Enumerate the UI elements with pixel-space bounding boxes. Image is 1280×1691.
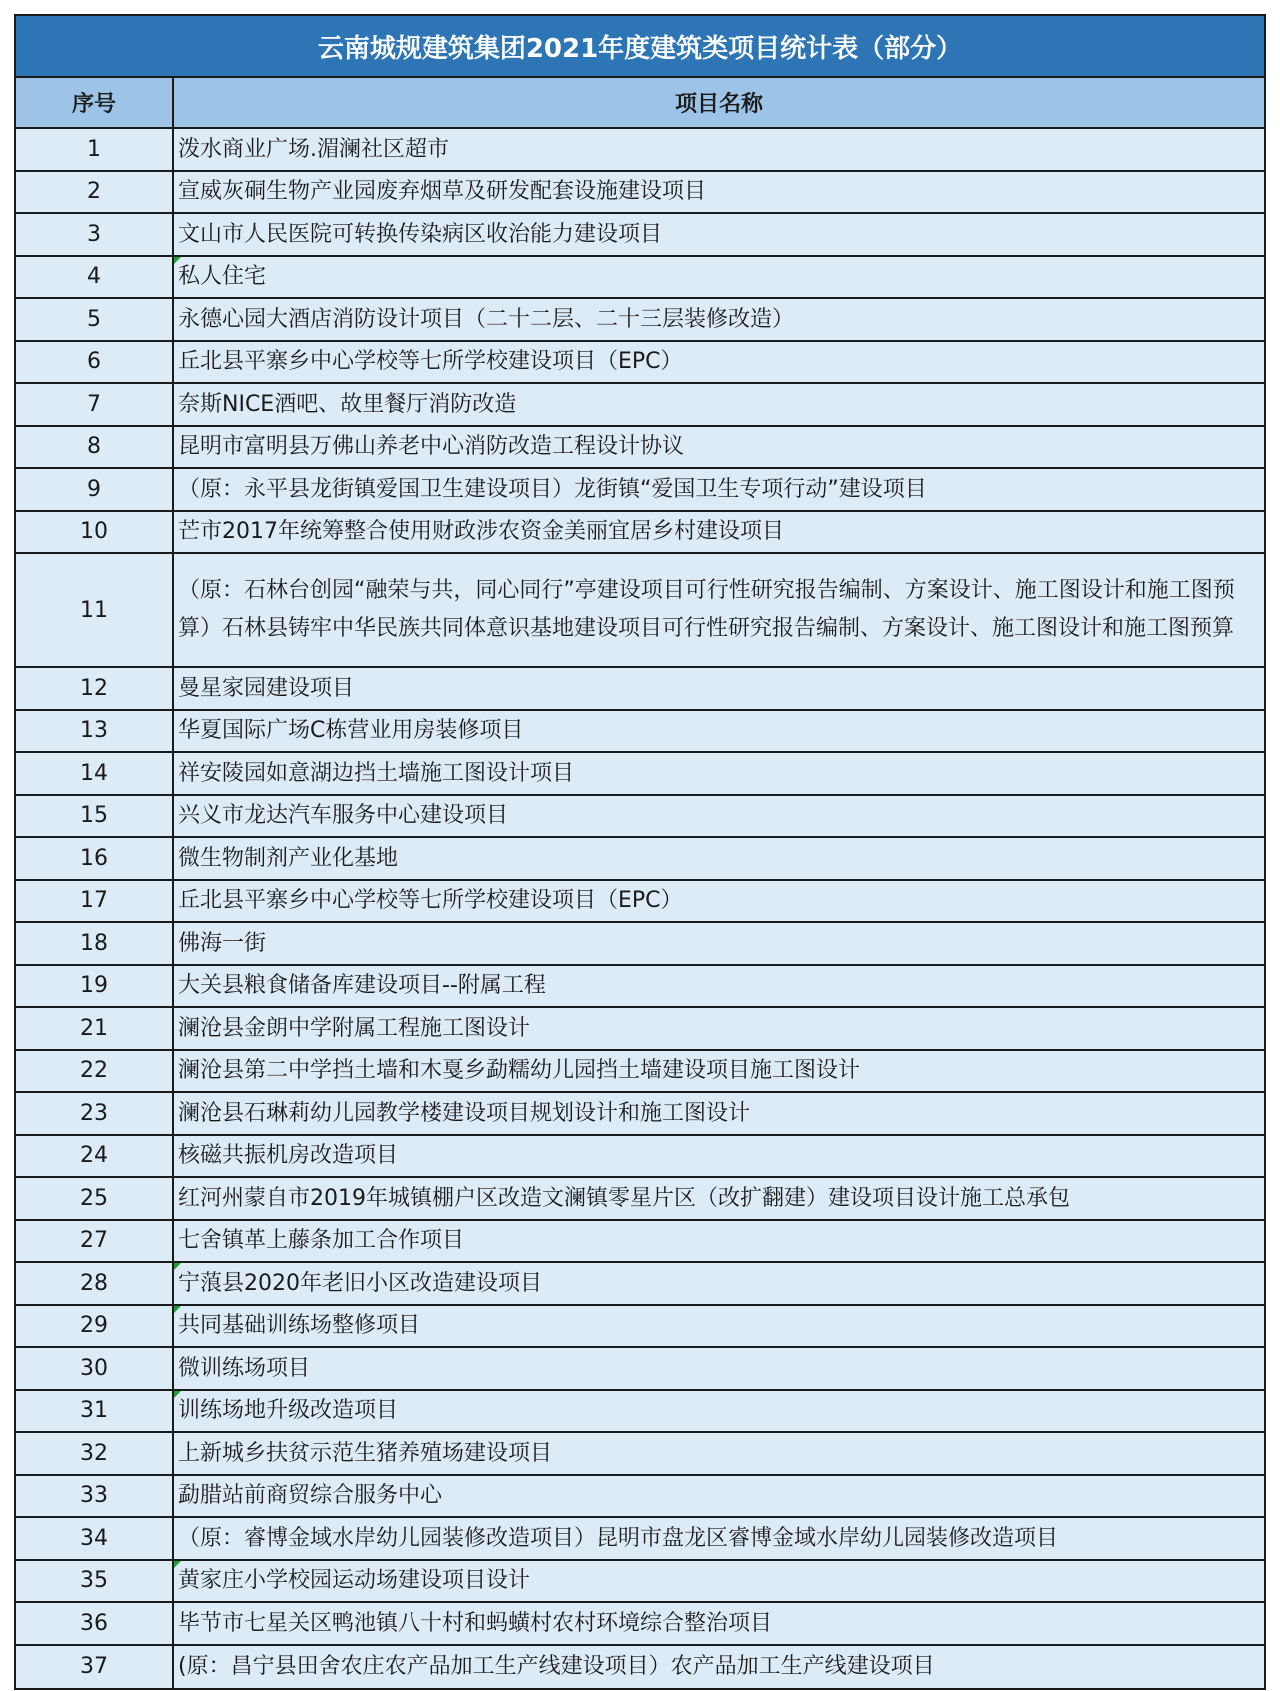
table-row	[16, 1178, 1264, 1221]
row-project-name-text: 共同基础训练场整修项目	[178, 1313, 421, 1339]
row-project-name-text: 核磁共振机房改造项目	[178, 1143, 399, 1169]
row-project-name-text: 奈斯NICE酒吧、故里餐厅消防改造	[178, 391, 517, 417]
table-row	[16, 1518, 1264, 1561]
row-index: 31	[16, 1391, 174, 1432]
row-index: 9	[16, 469, 174, 510]
table-row	[16, 384, 1264, 427]
table-row	[16, 1008, 1264, 1051]
table-row	[16, 342, 1264, 385]
row-project-name-text: 佛海一街	[178, 930, 267, 956]
row-index: 22	[16, 1051, 174, 1092]
row-index: 14	[16, 753, 174, 794]
row-project-name-text: 丘北县平寨乡中心学校等七所学校建设项目（EPC）	[178, 888, 683, 914]
row-project-name	[174, 1391, 1264, 1432]
row-project-name	[174, 1348, 1264, 1389]
row-index: 5	[16, 299, 174, 340]
row-index: 33	[16, 1476, 174, 1517]
row-index: 2	[16, 172, 174, 213]
row-project-name-text: 毕节市七星关区鸭池镇八十村和蚂蟥村农村环境综合整治项目	[178, 1610, 773, 1636]
row-project-name	[174, 1603, 1264, 1644]
row-project-name-text: 曼星家园建设项目	[178, 675, 355, 701]
row-project-name	[174, 427, 1264, 468]
row-project-name	[174, 129, 1264, 170]
table-row	[16, 796, 1264, 839]
row-project-name-text: 永德心园大酒店消防设计项目（二十二层、二十三层装修改造）	[178, 306, 795, 332]
table-row	[16, 711, 1264, 754]
row-project-name-text: 黄家庄小学校园运动场建设项目设计	[178, 1568, 531, 1594]
row-index: 10	[16, 512, 174, 553]
row-project-name-text: （原：睿博金域水岸幼儿园装修改造项目）昆明市盘龙区睿博金域水岸幼儿园装修改造项目	[178, 1525, 1059, 1551]
table-row	[16, 966, 1264, 1009]
row-project-name-text: 训练场地升级改造项目	[178, 1398, 399, 1424]
cell-comment-flag-icon	[174, 1561, 181, 1568]
table-row	[16, 668, 1264, 711]
row-project-name	[174, 299, 1264, 340]
row-project-name	[174, 554, 1264, 666]
row-project-name	[174, 1221, 1264, 1262]
row-index: 23	[16, 1093, 174, 1134]
cell-comment-flag-icon	[174, 1391, 181, 1398]
row-index: 28	[16, 1263, 174, 1304]
row-project-name-text: 芒市2017年统筹整合使用财政涉农资金美丽宜居乡村建设项目	[178, 519, 784, 545]
row-project-name-text: (原：昌宁县田舍农庄农产品加工生产线建设项目）农产品加工生产线建设项目	[178, 1654, 935, 1680]
table-row	[16, 881, 1264, 924]
table-title-text: 云南城规建筑集团2021年度建筑类项目统计表（部分）	[317, 33, 963, 64]
row-project-name	[174, 1433, 1264, 1474]
row-index: 3	[16, 214, 174, 255]
row-index: 18	[16, 923, 174, 964]
row-project-name	[174, 1263, 1264, 1304]
row-index: 11	[16, 554, 174, 666]
row-index: 24	[16, 1136, 174, 1177]
row-index: 35	[16, 1561, 174, 1602]
row-index: 34	[16, 1518, 174, 1559]
row-project-name-text: 祥安陵园如意湖边挡土墙施工图设计项目	[178, 760, 575, 786]
row-project-name	[174, 1476, 1264, 1517]
table-row	[16, 129, 1264, 172]
row-project-name	[174, 512, 1264, 553]
table-row	[16, 469, 1264, 512]
table-row	[16, 1306, 1264, 1349]
table-row	[16, 1263, 1264, 1306]
row-project-name-text: 勐腊站前商贸综合服务中心	[178, 1483, 443, 1509]
table-row	[16, 1561, 1264, 1604]
row-project-name	[174, 881, 1264, 922]
row-project-name-text: 文山市人民医院可转换传染病区收治能力建设项目	[178, 221, 663, 247]
table-row	[16, 214, 1264, 257]
table-row	[16, 1221, 1264, 1264]
header-index: 序号	[16, 78, 174, 127]
row-project-name	[174, 384, 1264, 425]
row-project-name	[174, 966, 1264, 1007]
row-project-name	[174, 1646, 1264, 1689]
table-row	[16, 299, 1264, 342]
row-project-name-text: 兴义市龙达汽车服务中心建设项目	[178, 803, 509, 829]
row-project-name	[174, 342, 1264, 383]
row-index: 21	[16, 1008, 174, 1049]
table-row	[16, 1136, 1264, 1179]
row-project-name	[174, 1518, 1264, 1559]
row-project-name	[174, 1051, 1264, 1092]
row-project-name-text: 七舍镇革上藤条加工合作项目	[178, 1228, 465, 1254]
cell-comment-flag-icon	[174, 1306, 181, 1313]
cell-comment-flag-icon	[174, 257, 181, 264]
table-row	[16, 1603, 1264, 1646]
table-row	[16, 1391, 1264, 1434]
table-row	[16, 838, 1264, 881]
row-project-name	[174, 1008, 1264, 1049]
table-body	[16, 129, 1264, 1688]
row-project-name-text: 泼水商业广场.湄澜社区超市	[178, 136, 449, 162]
row-project-name	[174, 711, 1264, 752]
row-index: 29	[16, 1306, 174, 1347]
row-index: 19	[16, 966, 174, 1007]
row-project-name	[174, 923, 1264, 964]
table-row	[16, 1348, 1264, 1391]
row-project-name	[174, 668, 1264, 709]
row-project-name-text: 澜沧县第二中学挡土墙和木戛乡勐糯幼儿园挡土墙建设项目施工图设计	[178, 1058, 861, 1084]
row-index: 37	[16, 1646, 174, 1689]
row-index: 32	[16, 1433, 174, 1474]
table-row	[16, 554, 1264, 668]
row-index: 12	[16, 668, 174, 709]
row-project-name	[174, 753, 1264, 794]
table-row	[16, 427, 1264, 470]
table-header-row	[16, 78, 1264, 129]
row-index: 8	[16, 427, 174, 468]
row-project-name	[174, 1561, 1264, 1602]
row-project-name-text: 红河州蒙自市2019年城镇棚户区改造文澜镇零星片区（改扩翻建）建设项目设计施工总承包	[178, 1185, 1070, 1211]
row-index: 25	[16, 1178, 174, 1219]
row-project-name-text: 私人住宅	[178, 264, 267, 290]
row-project-name	[174, 838, 1264, 879]
row-project-name-text: 宣威灰硐生物产业园废弃烟草及研发配套设施建设项目	[178, 179, 707, 205]
row-project-name	[174, 1178, 1264, 1219]
row-project-name	[174, 1306, 1264, 1347]
row-project-name-text: （原：石林台创园“融荣与共，同心同行”亭建设项目可行性研究报告编制、方案设计、施工图设计和施工图预算）石林县铸牢中华民族共同体意识基地建设项目可行性研究报告编制、方案设计、施工图设计和施工图预算	[178, 578, 1235, 641]
row-index: 17	[16, 881, 174, 922]
row-project-name-text: 宁蒗县2020年老旧小区改造建设项目	[178, 1270, 542, 1296]
row-project-name-text: 丘北县平寨乡中心学校等七所学校建设项目（EPC）	[178, 349, 683, 375]
project-table	[14, 14, 1266, 1690]
row-project-name-text: 上新城乡扶贫示范生猪养殖场建设项目	[178, 1440, 553, 1466]
row-project-name-text: 华夏国际广场C栋营业用房装修项目	[178, 718, 524, 744]
row-project-name	[174, 1136, 1264, 1177]
row-project-name-text: 微训练场项目	[178, 1355, 311, 1381]
table-row	[16, 923, 1264, 966]
table-row	[16, 257, 1264, 300]
table-row	[16, 1646, 1264, 1689]
row-index: 1	[16, 129, 174, 170]
table-row	[16, 512, 1264, 555]
table-row	[16, 1433, 1264, 1476]
table-row	[16, 1476, 1264, 1519]
row-project-name-text: 澜沧县金朗中学附属工程施工图设计	[178, 1015, 531, 1041]
table-row	[16, 1093, 1264, 1136]
table-title	[16, 14, 1264, 78]
row-index: 15	[16, 796, 174, 837]
row-project-name-text: 昆明市富明县万佛山养老中心消防改造工程设计协议	[178, 434, 685, 460]
header-name: 项目名称	[674, 92, 763, 117]
row-index: 6	[16, 342, 174, 383]
row-index: 13	[16, 711, 174, 752]
row-index: 7	[16, 384, 174, 425]
row-index: 4	[16, 257, 174, 298]
row-project-name	[174, 214, 1264, 255]
table-row	[16, 753, 1264, 796]
row-project-name	[174, 796, 1264, 837]
row-project-name	[174, 469, 1264, 510]
row-project-name-text: （原：永平县龙街镇爱国卫生建设项目）龙街镇“爱国卫生专项行动”建设项目	[178, 476, 927, 502]
table-row	[16, 1051, 1264, 1094]
cell-comment-flag-icon	[174, 1263, 181, 1270]
row-project-name-text: 大关县粮食储备库建设项目--附属工程	[178, 973, 546, 999]
row-index: 30	[16, 1348, 174, 1389]
row-index: 36	[16, 1603, 174, 1644]
row-project-name-text: 微生物制剂产业化基地	[178, 845, 399, 871]
row-index: 16	[16, 838, 174, 879]
row-project-name	[174, 172, 1264, 213]
row-project-name	[174, 1093, 1264, 1134]
row-project-name	[174, 257, 1264, 298]
row-index: 27	[16, 1221, 174, 1262]
row-project-name-text: 澜沧县石琳莉幼儿园教学楼建设项目规划设计和施工图设计	[178, 1100, 751, 1126]
table-row	[16, 172, 1264, 215]
